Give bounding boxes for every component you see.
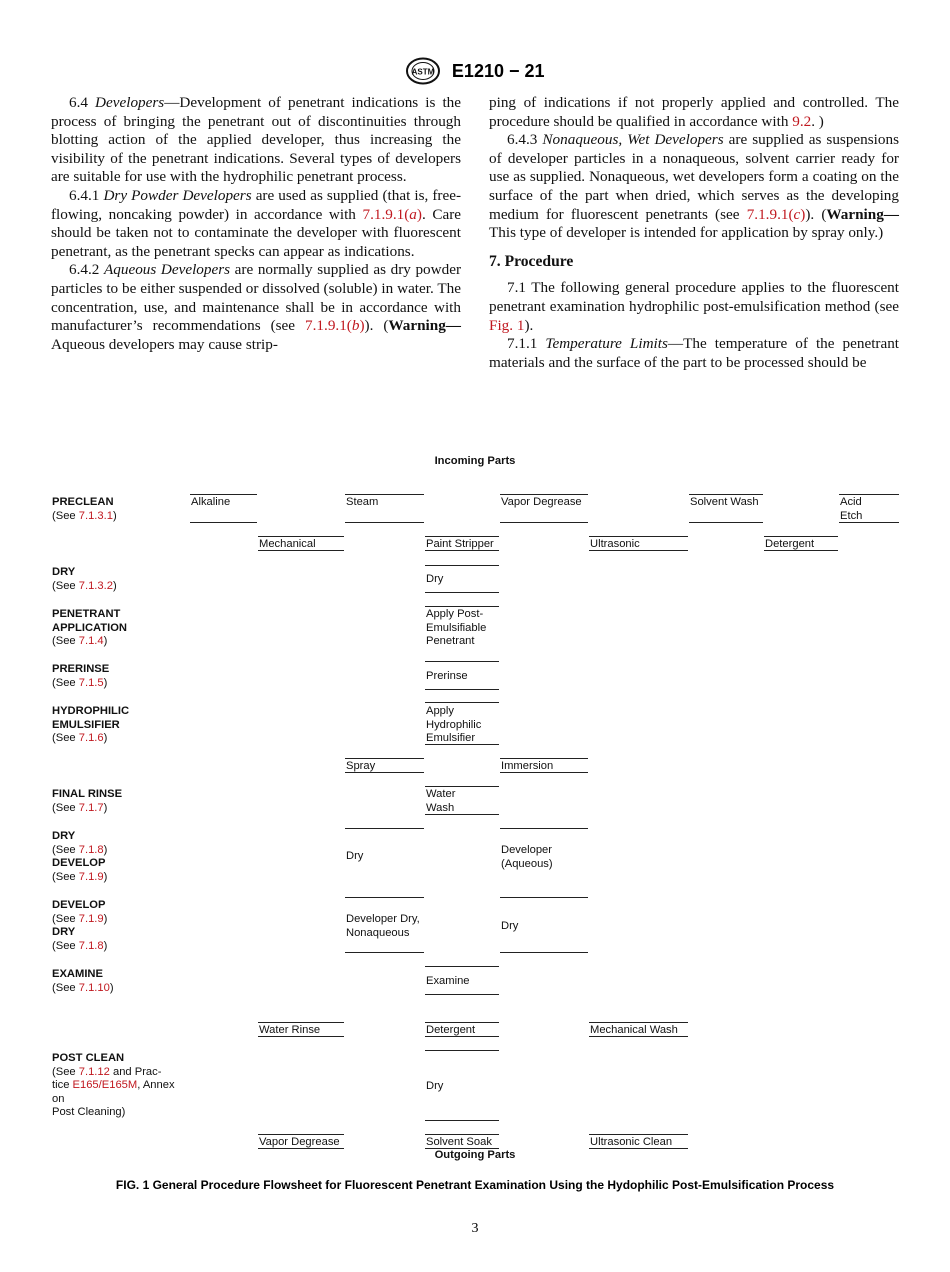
ref-link[interactable]: 9.2 xyxy=(792,112,812,130)
paragraph-7-1-1: 7.1.1 Temperature Limits—The temperature of the penetrant materials and the surface of the part to be processed should be xyxy=(489,335,900,371)
box-line xyxy=(425,1022,499,1023)
box-spray: Spray xyxy=(346,760,376,772)
box-line xyxy=(345,522,424,523)
box-apply-hydrophilic: Apply Hydrophilic Emulsifier xyxy=(426,705,482,745)
ref-link[interactable]: 7.1.9.1(c) xyxy=(746,205,806,223)
ref-link[interactable]: 7.1.10 xyxy=(78,981,110,994)
box-line xyxy=(425,565,499,566)
box-steam: Steam xyxy=(346,496,379,508)
box-line xyxy=(190,522,257,523)
box-line xyxy=(425,661,499,662)
ref-link[interactable]: 7.1.12 xyxy=(78,1065,110,1078)
box-vapor-degrease: Vapor Degrease xyxy=(501,496,582,508)
paragraph-7-1: 7.1 The following general procedure applies to the fluorescent penetrant examination hydrophilic post-emulsification method (see Fig. 1). xyxy=(489,279,899,334)
box-mechanical: Mechanical xyxy=(259,538,316,550)
box-prerinse: Prerinse xyxy=(426,670,468,682)
box-line xyxy=(425,966,499,967)
box-line xyxy=(500,897,588,898)
box-dry-b: Dry xyxy=(346,850,364,862)
box-line xyxy=(589,536,688,537)
box-line xyxy=(345,897,424,898)
step-dry-develop: DRY (See 7.1.8) DEVELOP (See 7.1.9) xyxy=(52,830,108,883)
box-line xyxy=(258,1022,344,1023)
astm-logo-icon xyxy=(405,57,441,85)
box-line xyxy=(258,536,344,537)
box-line xyxy=(425,786,499,787)
ref-link[interactable]: 7.1.4 xyxy=(78,635,104,648)
box-line xyxy=(425,592,499,593)
box-dry: Dry xyxy=(426,573,444,585)
paragraph-6-4-3: 6.4.3 Nonaqueous, Wet Developers are supplied as suspensions of developer particles in a nonaqueous, solvent carrier ready for use as supplied. Nonaqueous, wet developers form a coating on the surface of the part when dried, which serves as the developing medium for fluorescent penetrants (see 7.1.9.1(c)). (Warning—This type of developer is intended for application by spray only.) xyxy=(489,131,899,242)
box-ultrasonic-clean: Ultrasonic Clean xyxy=(590,1136,673,1148)
ref-link[interactable]: 7.1.9 xyxy=(78,912,104,925)
box-dry-c: Dry xyxy=(501,920,519,932)
step-prerinse: PRERINSE (See 7.1.5) xyxy=(52,663,110,689)
step-post-clean: POST CLEAN (See 7.1.12 and Prac- tice E165/E165M, Annex on Post Cleaning) xyxy=(52,1052,175,1119)
box-line xyxy=(345,758,424,759)
box-line xyxy=(345,494,424,495)
box-water-wash: Water Wash xyxy=(426,788,456,814)
section-heading: 7. Procedure xyxy=(489,252,574,270)
ref-link[interactable]: 7.1.6 xyxy=(78,732,104,745)
paragraph-6-4: 6.4 Developers—Development of penetrant indications is the process of bringing the penetrant out of discontinuities through blotting action of the applied developer, thus increasing the visibility of the penetrant indications. Several types of developers are suitable for use with the hydrophilic penetrant process. xyxy=(51,94,461,186)
outgoing-parts-label: Outgoing Parts xyxy=(434,1149,516,1161)
box-developer-aqueous: Developer (Aqueous) xyxy=(501,844,553,870)
step-final-rinse: FINAL RINSE (See 7.1.7) xyxy=(52,788,123,814)
box-line xyxy=(425,606,499,607)
step-hydrophilic-emulsifier: HYDROPHILIC EMULSIFIER (See 7.1.6) xyxy=(52,705,130,745)
box-alkaline: Alkaline xyxy=(191,496,231,508)
page-number: 3 xyxy=(471,1221,479,1236)
ref-link[interactable]: 7.1.3.2 xyxy=(78,579,113,592)
box-line xyxy=(425,536,499,537)
box-line xyxy=(589,1022,688,1023)
box-line xyxy=(190,494,257,495)
ref-link[interactable]: 7.1.9.1(a) xyxy=(362,205,422,223)
box-line xyxy=(689,522,763,523)
box-line xyxy=(689,494,763,495)
box-apply-post-emulsifiable: Apply Post- Emulsifiable Penetrant xyxy=(426,608,487,648)
ref-link[interactable]: 7.1.8 xyxy=(78,843,104,856)
ref-link[interactable]: E165/E165M xyxy=(72,1079,138,1092)
box-line xyxy=(500,758,588,759)
box-immersion: Immersion xyxy=(501,760,554,772)
box-developer-dry-nonaqueous: Developer Dry, Nonaqueous xyxy=(346,913,420,939)
step-dry: DRY (See 7.1.3.2) xyxy=(52,566,117,592)
paragraph-6-4-2: 6.4.2 Aqueous Developers are normally supplied as dry powder particles to be either suspended or dissolved (soluble) in water. The concentration, use, and maintenance shall be in accordance with manufacturer’s recommendations (see 7.1.9.1(b)). (Warning—Aqueous developers may cause strip- xyxy=(51,261,461,353)
ref-link[interactable]: 7.1.9.1(b) xyxy=(305,317,365,335)
ref-link[interactable]: 7.1.7 xyxy=(78,801,104,814)
page-header xyxy=(0,57,950,85)
paragraph-6-4-1: 6.4.1 Dry Powder Developers are used as supplied (that is, free-flowing, noncaking powder) in accordance with 7.1.9.1(a). Care should be taken not to contaminate the developer with fluorescent penetrant, as the penetrant specks can appear as indications. xyxy=(51,186,462,260)
box-detergent: Detergent xyxy=(765,538,815,550)
ref-link[interactable]: 7.1.8 xyxy=(78,939,104,952)
box-line xyxy=(500,828,588,829)
box-line xyxy=(764,536,838,537)
box-ultrasonic: Ultrasonic xyxy=(590,538,640,550)
box-solvent-wash: Solvent Wash xyxy=(690,496,759,508)
box-detergent-b: Detergent xyxy=(426,1024,476,1036)
box-line xyxy=(500,494,588,495)
svg-text:ASTM: ASTM xyxy=(412,67,435,77)
right-column xyxy=(489,94,899,372)
box-paint-stripper: Paint Stripper xyxy=(426,538,494,550)
left-column xyxy=(51,94,461,354)
box-solvent-soak: Solvent Soak xyxy=(426,1136,492,1148)
paragraph-continued: ping of indications if not properly applied and controlled. The procedure should be qualified in accordance with 9.2. ) xyxy=(489,94,899,130)
ref-link[interactable]: 7.1.5 xyxy=(78,676,104,689)
box-line xyxy=(425,1120,499,1121)
step-penetrant-application: PENETRANT APPLICATION (See 7.1.4) xyxy=(52,608,127,648)
box-line xyxy=(839,494,899,495)
step-preclean: PRECLEAN (See 7.1.3.1) xyxy=(52,496,117,522)
box-mechanical-wash: Mechanical Wash xyxy=(590,1024,678,1036)
box-examine: Examine xyxy=(426,975,470,987)
figure-caption: FIG. 1 General Procedure Flowsheet for Fluorescent Penetrant Examination Using the Hydophilic Post-Emulsification Process xyxy=(115,1178,835,1192)
box-line xyxy=(345,828,424,829)
ref-link[interactable]: 7.1.9 xyxy=(78,870,104,883)
box-line xyxy=(500,952,588,953)
box-acid-etch: Acid Etch xyxy=(840,496,863,522)
box-line xyxy=(425,702,499,703)
box-line xyxy=(425,1050,499,1051)
box-vapor-degrease-b: Vapor Degrease xyxy=(259,1136,340,1148)
box-line xyxy=(345,952,424,953)
step-develop-dry: DEVELOP (See 7.1.9) DRY (See 7.1.8) xyxy=(52,899,108,952)
box-line xyxy=(425,1134,499,1135)
box-line xyxy=(425,994,499,995)
ref-link[interactable]: 7.1.3.1 xyxy=(78,509,113,522)
fig-ref-link[interactable]: Fig. 1 xyxy=(489,316,525,334)
box-line xyxy=(500,522,588,523)
box-line xyxy=(425,689,499,690)
box-dry-d: Dry xyxy=(426,1080,444,1092)
box-water-rinse: Water Rinse xyxy=(259,1024,321,1036)
step-examine: EXAMINE (See 7.1.10) xyxy=(52,968,114,994)
box-line xyxy=(258,1134,344,1135)
flowsheet-figure xyxy=(0,440,950,1180)
document-id: E1210 − 21 xyxy=(451,60,545,81)
incoming-parts-label: Incoming Parts xyxy=(434,455,516,467)
box-line xyxy=(589,1134,688,1135)
